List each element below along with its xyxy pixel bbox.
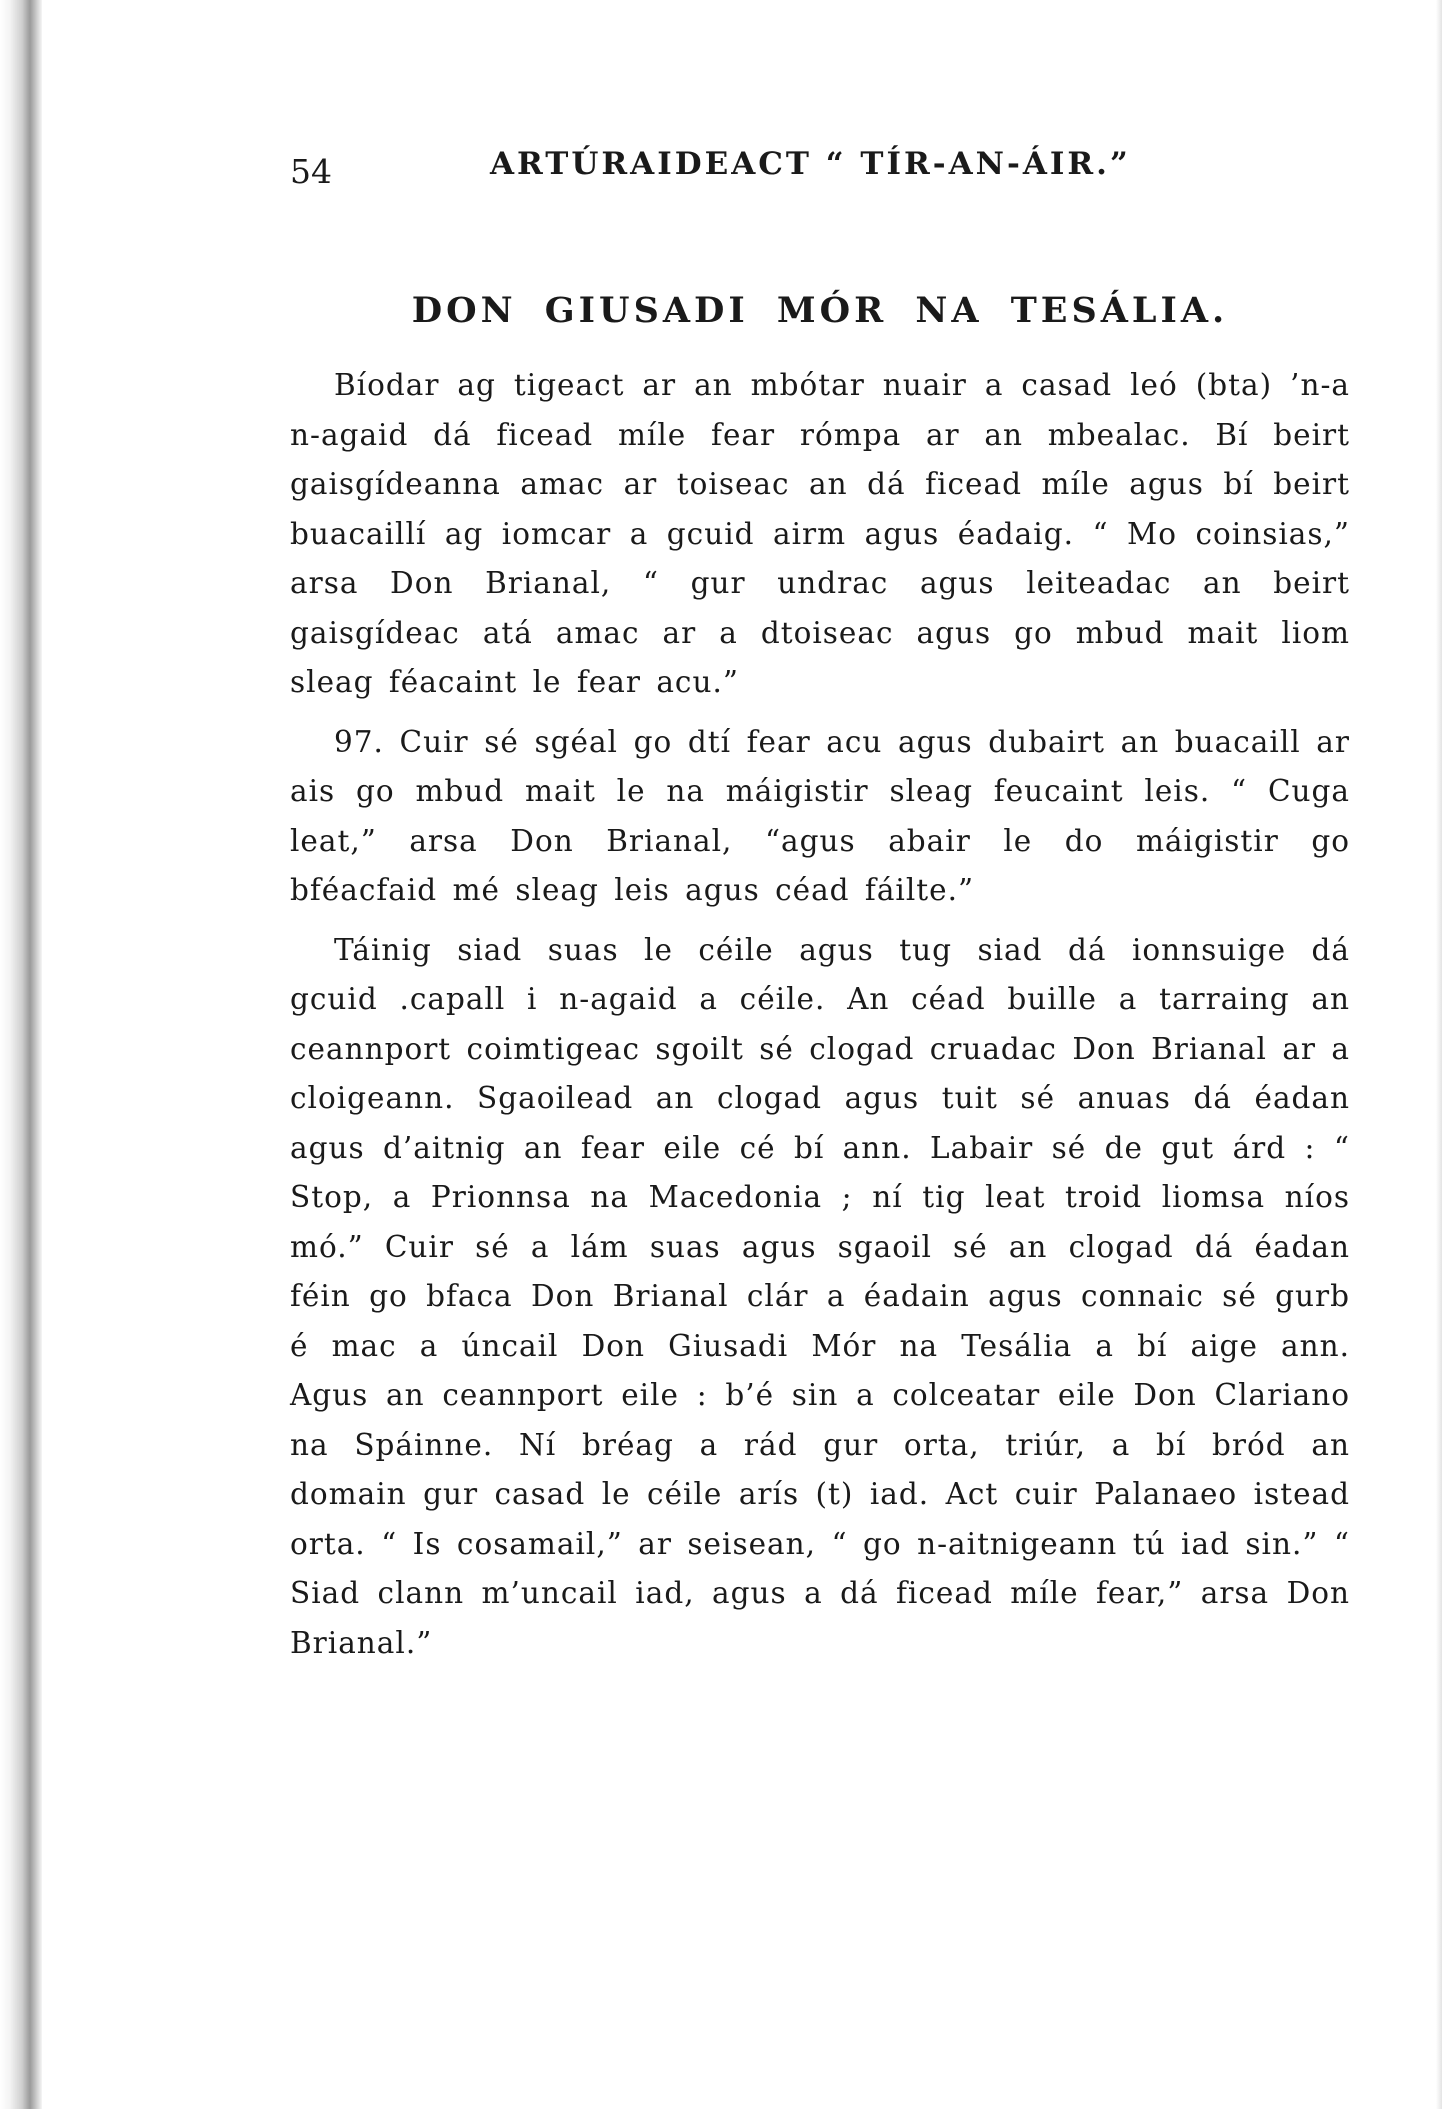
chapter-title: DON GIUSADI MÓR NA TESÁLIA. bbox=[411, 290, 1229, 331]
page-number: 54 bbox=[290, 152, 332, 191]
book-page bbox=[290, 140, 1350, 1668]
running-head bbox=[290, 140, 1350, 210]
scan-edge-shadow bbox=[0, 0, 42, 2109]
running-head-title: ARTÚRAIDEACT “ TÍR-AN-ÁIR.” bbox=[490, 146, 1131, 182]
paragraph-3: Táinig siad suas le céile agus tug siad dá ionnsuige dá gcuid .capall i n-agaid a céile. An céad buille a tarraing an ceannport coimtigeac sgoilt sé clogad cruadac Don Brianal ar a cloigeann. Sgaoilead an clogad agus tuit sé anuas dá éadan agus d’aitnig an fear eile cé bí ann. Labair sé de gut árd : “ Stop, a Prionnsa na Macedonia ; ní tig leat troid liomsa níos mó.” Cuir sé a lám suas agus sgaoil sé an clogad dá éadan féin go bfaca Don Brianal clár a éadain agus connaic sé gurb é mac a úncail Don Giusadi Mór na Tesália a bí aige ann. Agus an ceannport eile : b’é sin a colceatar eile Don Clariano na Spáinne. Ní bréag a rád gur orta, triúr, a bí bród an domain gur casad le céile arís (t) iad. Act cuir Palanaeo istead orta. “ Is cosamail,” ar seisean, “ go n-aitnigeann tú iad sin.” “ Siad clann m’uncail iad, agus a dá ficead míle fear,” arsa Don Brianal.” bbox=[290, 932, 1350, 1660]
body-text bbox=[290, 361, 1350, 1668]
scan-edge-right bbox=[1436, 0, 1442, 2109]
paragraph-2: 97. Cuir sé sgéal go dtí fear acu agus dubairt an buacaill ar ais go mbud mait le na máigistir sleag feucaint leis. “ Cuga leat,” arsa Don Brianal, “agus abair le do máigistir go bféacfaid mé sleag leis agus céad fáilte.” bbox=[290, 724, 1350, 907]
paragraph-1: Bíodar ag tigeact ar an mbótar nuair a casad leó (bta) ’n-a n-agaid dá ficead míle fear rómpa ar an mbealac. Bí beirt gaisgídeanna amac ar toiseac an dá ficead míle agus bí beirt buacaillí ag iomcar a gcuid airm agus éadaig. “ Mo coinsias,” arsa Don Brianal, “ gur undrac agus leiteadac an beirt gaisgídeac atá amac ar a dtoiseac agus go mbud mait liom sleag féacaint le fear acu.” bbox=[290, 368, 1350, 699]
